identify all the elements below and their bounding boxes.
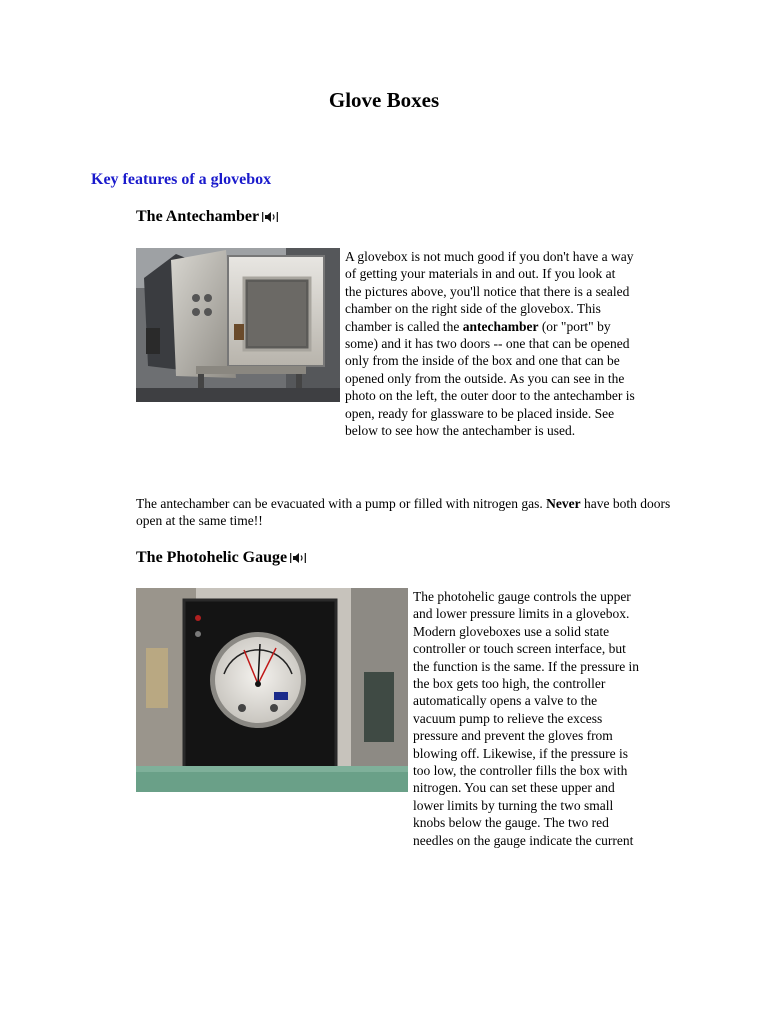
page-title: Glove Boxes bbox=[328, 88, 440, 112]
section-heading-key-features: Key features of a glovebox bbox=[91, 171, 272, 188]
antechamber-paragraph bbox=[345, 248, 635, 439]
antechamber-paragraph-text-1: A glovebox is not much good if you don't have a way of getting your materials in and out. If you look at the pictures above, you'll notice that there is a sealed chamber on the right side of the glovebox. This chamber is called the bbox=[345, 249, 634, 334]
heading-photohelic-gauge bbox=[136, 549, 306, 567]
antechamber-note-text-1: The antechamber can be evacuated with a pump or filled with nitrogen gas. bbox=[136, 496, 547, 511]
heading-photohelic-gauge-label: The Photohelic Gauge bbox=[136, 549, 288, 566]
photohelic-paragraph: The photohelic gauge controls the upper and lower pressure limits in a glovebox. Modern gloveboxes use a solid state controller or touch screen interface, but the function is the same. If the pressure in the box gets too high, the controller automatically opens a valve to the vacuum pump to relieve the excess pressure and prevent the gloves from blowing off. Likewise, if the pressure is too low, the controller fills the box with nitrogen. You can set these upper and lower limits by turning the two small knobs below the gauge. The two red needles on the gauge indicate the current bbox=[413, 589, 640, 848]
speaker-icon[interactable] bbox=[262, 211, 278, 223]
heading-antechamber-label: The Antechamber bbox=[136, 208, 260, 225]
antechamber-note-text-2: have both doors open at the same time!! bbox=[136, 496, 671, 529]
photohelic-gauge-photo bbox=[136, 588, 408, 792]
antechamber-photo bbox=[136, 248, 340, 402]
antechamber-term: antechamber bbox=[462, 318, 539, 334]
heading-antechamber bbox=[136, 208, 278, 226]
antechamber-paragraph-text-2: (or "port" by some) and it has two doors -- one that can be opened only from the inside of the box and one that can be opened only from the outside. As you can see in the photo on the left, the outer door to the antechamber is open, ready for glassware to be placed inside. See below to see how the antechamber is used. bbox=[345, 318, 635, 439]
speaker-icon[interactable] bbox=[290, 552, 306, 564]
antechamber-note-never: Never bbox=[546, 496, 581, 511]
antechamber-note bbox=[136, 495, 671, 530]
